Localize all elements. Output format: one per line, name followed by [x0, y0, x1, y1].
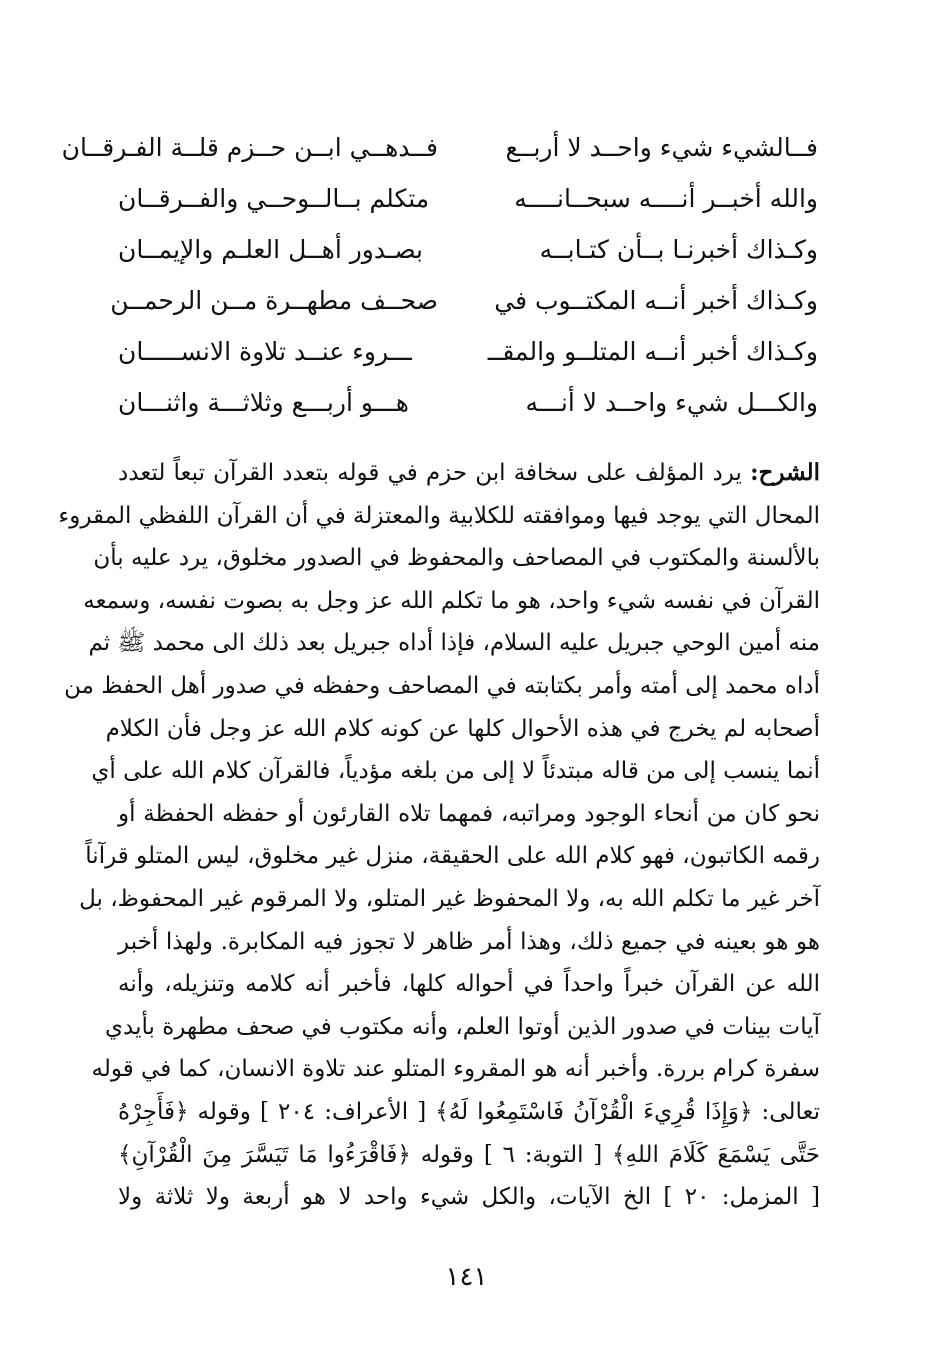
commentary-label: الشرح: [750, 459, 821, 486]
commentary-line: رقمه الكاتبون، فهو كلام الله على الحقيقة، منزل غير مخلوق، ليس المتلو قرآناً [85, 843, 820, 870]
poem-verse [118, 224, 818, 275]
verse-second-hemistich: ـــروء عنــد تلاوة الانســـــان [118, 337, 412, 366]
verse-first-hemistich: وكـذاك أخبر أنــه المكتــوب في [494, 286, 818, 315]
commentary-line: حَتَّى يَسْمَعَ كَلَامَ اللهِ﴾ [ التوبة: ٦ ] وقوله ﴿فَاقْرَءُوا مَا تَيَسَّرَ مِنَ الْقُرْآنِ﴾ [118, 1141, 821, 1168]
verse-second-hemistich: هـــو أربـــع وثلاثـــة واثنـــان [118, 388, 409, 417]
commentary-line: أنما ينسب إلى من قاله مبتدئاً لا إلى من بلغه مؤدياً، فالقرآن كلام الله على أي [91, 758, 820, 785]
commentary-line: بالألسنة والمكتوب في المصاحف والمحفوظ في الصدور مخلوق، يرد عليه بأن [93, 545, 820, 572]
verse-second-hemistich: صحــف مطهــرة مــن الرحمــن [110, 286, 438, 315]
commentary-line-text: يرد المؤلف على سخافة ابن حزم في قوله بتعدد القرآن تبعاً لتعدد [118, 460, 742, 486]
poem-verse [118, 326, 818, 377]
commentary-line: هو هو بعينه في جميع ذلك، وهذا أمر ظاهر لا تجوز فيه المكابرة. ولهذا أخبر [118, 928, 820, 955]
commentary-line: أداه محمد إلى أمته وأمر بكتابته في المصاحف وحفظه في صدور أهل الحفظ من [64, 672, 820, 699]
verse-second-hemistich: فــدهــي ابــن حــزم قلــة الفـرقــان [61, 133, 438, 162]
verse-first-hemistich: وكـذاك أخبر أنــه المتلــو والمقــ [487, 337, 818, 366]
commentary-line: [ المزمل: ٢٠ ] الخ الآيات، والكل شيء واحد لا هو أربعة ولا ثلاثة ولا [118, 1184, 820, 1211]
commentary-block [58, 452, 821, 1219]
commentary-line: القرآن في نفسه شيء واحد، هو ما تكلم الله عز وجل به بصوت نفسه، وسمعه [83, 587, 820, 614]
poem-verse [110, 275, 818, 326]
commentary-line [118, 452, 820, 495]
commentary-line: آخر غير ما تكلم الله به، ولا المحفوظ غير المتلو، ولا المرقوم غير المحفوظ، بل [79, 885, 820, 912]
verse-first-hemistich: والله أخبــر أنــــه سبحــانــــه [514, 184, 818, 213]
commentary-line: آيات بينات في صدور الذين أوتوا العلم، وأنه مكتوب في صحف مطهرة بأيدي [105, 1013, 820, 1040]
poem-verse [118, 377, 818, 428]
poem-verse [61, 122, 818, 173]
verse-second-hemistich: بصـدور أهــل العلـم والإيمــان [118, 235, 423, 264]
commentary-line: سفرة كرام بررة. وأخبر أنه هو المقروء المتلو عند تلاوة الانسان، كما في قوله [91, 1056, 820, 1083]
commentary-line: أصحابه لم يخرج في هذه الأحوال كلها عن كونه كلام الله عز وجل فأن الكلام [105, 715, 820, 742]
poem-verse [118, 173, 818, 224]
verse-first-hemistich: فــالشيء شيء واحــد لا أربــع [505, 133, 818, 162]
commentary-line: تعالى: ﴿وَإِذَا قُرِيءَ الْقُرْآنُ فَاسْتَمِعُوا لَهُ﴾ [ الأعراف: ٢٠٤ ] وقوله ﴿فَأَجِرْهُ [118, 1098, 820, 1125]
verse-first-hemistich: وكـذاك أخبرنـا بــأن كتـابــه [539, 235, 818, 264]
commentary-line: نحو كان من أنحاء الوجود ومراتبه، فمهما تلاه القارئون أو حفظه الحفظة أو [118, 800, 820, 827]
page-number: ١٤١ [445, 1262, 488, 1292]
poem-block [61, 122, 818, 428]
commentary-line: الله عن القرآن خبراً واحداً في أحواله كلها، فأخبر أنه كلامه وتنزيله، وأنه [118, 971, 820, 998]
commentary-line: منه أمين الوحي جبريل عليه السلام، فإذا أداه جبريل بعد ذلك الى محمد ﷺ ثم [88, 630, 820, 657]
verse-first-hemistich: والكـــل شيء واحــد لا أنـــه [525, 388, 818, 417]
commentary-line: المحال التي يوجد فيها وموافقته للكلابية والمعتزلة في أن القرآن اللفظي المقروء [58, 502, 820, 529]
verse-second-hemistich: متكلم بــالــوحــي والفــرقــان [118, 184, 430, 213]
